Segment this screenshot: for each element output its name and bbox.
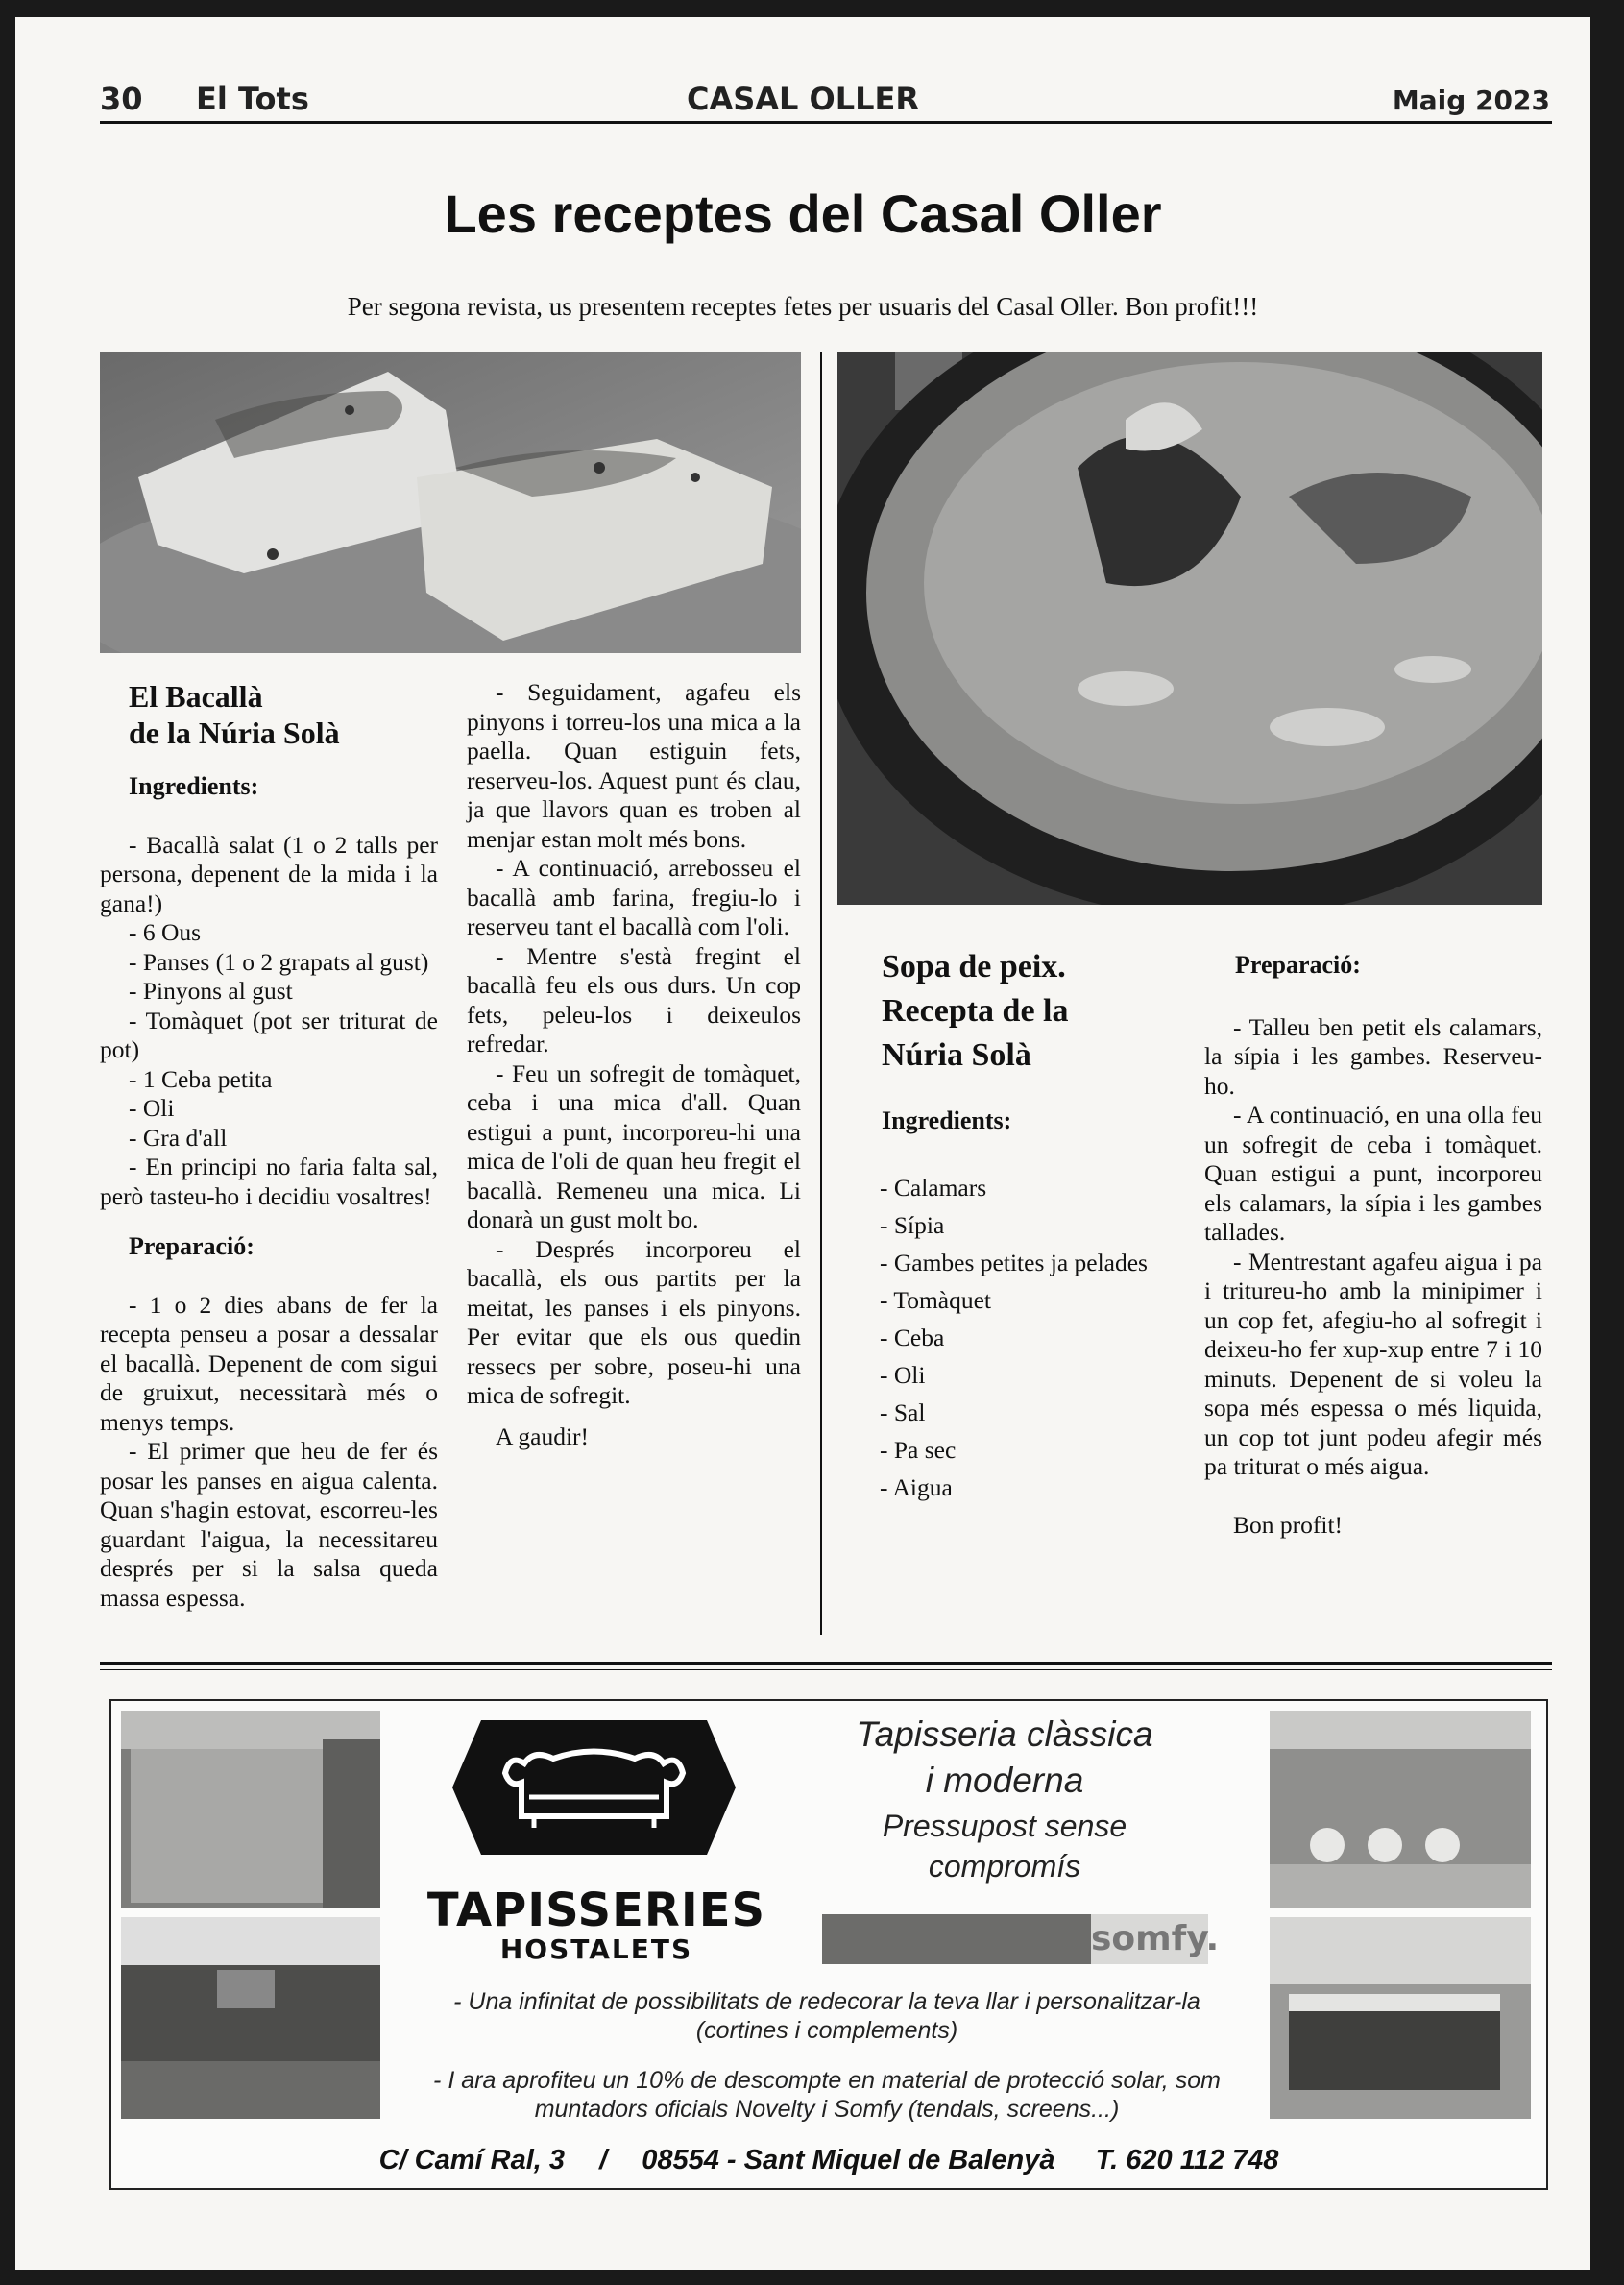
recipe1-prep-step: - A continuació, arrebosseu el bacallà amb farina, fregiu-lo i reserveu tant el bacallà com l'oli. xyxy=(467,854,801,940)
recipe1-prep-heading: Preparació: xyxy=(129,1232,255,1260)
recipe2-title-line2: Recepta de la xyxy=(882,993,1069,1029)
ad-separator-top xyxy=(100,1662,1552,1665)
article-title: Les receptes del Casal Oller xyxy=(444,183,1162,244)
ad-address: C/ Camí Ral, 3 xyxy=(378,2145,566,2176)
ad-separator-bottom xyxy=(100,1669,1552,1670)
recipe2-column-a xyxy=(851,945,1187,1506)
list-item: - Pa sec xyxy=(880,1435,957,1464)
sofa-logo-icon xyxy=(452,1720,736,1855)
slogan-line-4: compromís xyxy=(928,1849,1081,1884)
recipe2-prep-step: - Talleu ben petit els calamars, la sípia i les gambes. Reserveu-ho. xyxy=(1204,1012,1542,1100)
recipe1-title-line2: de la Núria Solà xyxy=(129,716,340,750)
recipe1-ingredients-list xyxy=(100,831,438,1212)
list-item: - Gambes petites ja pelades xyxy=(880,1248,1148,1276)
brand-name: TAPISSERIES xyxy=(426,1884,766,1937)
recipe1-prep-step: - Mentre s'està fregint el bacallà feu els ous durs. Un cop fets, peleu-los i deixeulos refredar. xyxy=(467,941,801,1057)
recipe1-prep-step: - Seguidament, agafeu els pinyons i torreu-los una mica a la paella. Quan estiguin fets, reserveu-los. Aquest punt és clau, ja que llavors quan es troben al menjar estan molt més bons. xyxy=(467,678,801,853)
fish-soup-photo xyxy=(837,352,1542,905)
list-item: - Calamars xyxy=(880,1173,987,1202)
recipe2-title-line3: Núria Solà xyxy=(882,1037,1031,1073)
ad-text-2: - I ara aprofiteu un 10% de descompte en material de protecció solar, som muntadors oficials Novelty i Somfy (tendals, screens...) xyxy=(433,2067,1221,2123)
recipe2-column-b xyxy=(1204,951,1542,1540)
issue-date: Maig 2023 xyxy=(1392,85,1550,116)
awning-banner xyxy=(822,1914,1091,1964)
article-intro: Per segona revista, us presentem receptes fetes per usuaris del Casal Oller. Bon profit!!! xyxy=(347,292,1259,321)
list-item: - Gra d'all xyxy=(129,1123,228,1152)
recipe1-closing: A gaudir! xyxy=(496,1422,590,1450)
slogan-line-1: Tapisseria clàssica xyxy=(856,1714,1153,1754)
ad-separator: / xyxy=(599,2145,608,2176)
page-number: 30 xyxy=(100,81,143,117)
ad-footer xyxy=(111,2145,1546,2176)
cod-photo xyxy=(100,352,801,653)
ad-text-1: - Una infinitat de possibilitats de redecorar la teva llar i personalitzar-la (cortines i complements) xyxy=(453,1988,1200,2044)
recipe2-closing: Bon profit! xyxy=(1233,1510,1344,1539)
brand-subname: HOSTALETS xyxy=(499,1933,693,1965)
column-divider xyxy=(820,352,822,1635)
magazine-page xyxy=(15,17,1590,2270)
ad-photo-4 xyxy=(1270,1917,1531,2119)
recipe1-column-a xyxy=(100,651,438,1613)
list-item: - Oli xyxy=(129,1094,175,1122)
list-item: - Ceba xyxy=(880,1323,945,1351)
recipe2-prep-step: - A continuació, en una olla feu un sofregit de ceba i tomàquet. Quan estigui a punt, incorporeu els calamars, la sípia i les gambes tallades. xyxy=(1204,1101,1542,1246)
recipe2-prep-heading: Preparació: xyxy=(1235,951,1361,979)
recipe1-ingredients-heading: Ingredients: xyxy=(129,772,259,800)
recipe1-prep-step: - Després incorporeu el bacallà, els ous partits per la meitat, les panses i els pinyons. Per evitar que els ous quedin ressecs per sobre, poseu-hi una mica de sofregit. xyxy=(467,1234,801,1409)
ad-photo-2 xyxy=(121,1917,380,2119)
recipe2-title-line1: Sopa de peix. xyxy=(882,949,1066,984)
recipe2-prep-step: - Mentrestant agafeu aigua i pa i tritureu-ho amb la minipimer i un cop fet, afegiu-ho al sofregit i deixeu-ho fer xup-xup entre 7 i 10 minuts. Depenent de si voleu la sopa més espessa o més liquida, un cop tot junt podeu afegir més pa triturat o més aigua. xyxy=(1204,1247,1542,1480)
list-item: - En principi no faria falta sal, però tasteu-ho i decidiu vosaltres! xyxy=(100,1153,438,1210)
list-item: - 6 Ous xyxy=(129,918,202,946)
list-item: - Panses (1 o 2 grapats al gust) xyxy=(129,947,429,976)
list-item: - Pinyons al gust xyxy=(129,977,293,1005)
recipe2-ingredients-heading: Ingredients: xyxy=(882,1106,1012,1134)
recipe1-prep-step: - 1 o 2 dies abans de fer la recepta penseu a posar a dessalar el bacallà. Depenent de com sigui de gruixut, necessitarà més o menys temps. xyxy=(100,1290,438,1436)
list-item: - Sípia xyxy=(880,1210,945,1239)
list-item: - Tomàquet xyxy=(880,1285,992,1314)
list-item: - Sal xyxy=(880,1398,926,1426)
recipe1-prep-step: - Feu un sofregit de tomàquet, ceba i una mica d'all. Quan estigui a punt, incorporeu-hi una mica de l'oli de quan heu fregit el bacallà. Remeneu una mica. Li donarà un gust molt bo. xyxy=(467,1058,801,1233)
advertisement xyxy=(109,1699,1548,2190)
section-name: CASAL OLLER xyxy=(686,81,920,117)
ad-photo-3 xyxy=(1270,1711,1531,1908)
recipe1-title-line1: El Bacallà xyxy=(129,679,263,714)
ad-postal: 08554 - Sant Miquel de Balenyà xyxy=(642,2145,1055,2176)
list-item: - 1 Ceba petita xyxy=(129,1064,273,1093)
ad-photo-1 xyxy=(121,1711,380,1908)
list-item: - Aigua xyxy=(880,1472,953,1501)
publication-name: El Tots xyxy=(196,81,309,117)
ad-phone: T. 620 112 748 xyxy=(1095,2145,1279,2176)
slogan-line-2: i moderna xyxy=(925,1761,1084,1800)
somfy-logo: somfy. xyxy=(1091,1914,1208,1964)
list-item: - Oli xyxy=(880,1360,926,1389)
recipe1-prep-step: - El primer que heu de fer és posar les panses en aigua calenta. Quan s'hagin estovat, escorreu-les guardant l'aigua, la necessitareu després per si la salsa queda massa espessa. xyxy=(100,1437,438,1612)
list-item: - Bacallà salat (1 o 2 talls per persona, depenent de la mida i la gana!) xyxy=(100,830,438,917)
header-rule xyxy=(100,121,1552,124)
slogan-line-3: Pressupost sense xyxy=(882,1809,1127,1843)
list-item: - Tomàquet (pot ser triturat de pot) xyxy=(100,1006,438,1063)
recipe1-column-b xyxy=(467,678,801,1451)
recipe2-ingredients-list xyxy=(851,1169,1187,1506)
